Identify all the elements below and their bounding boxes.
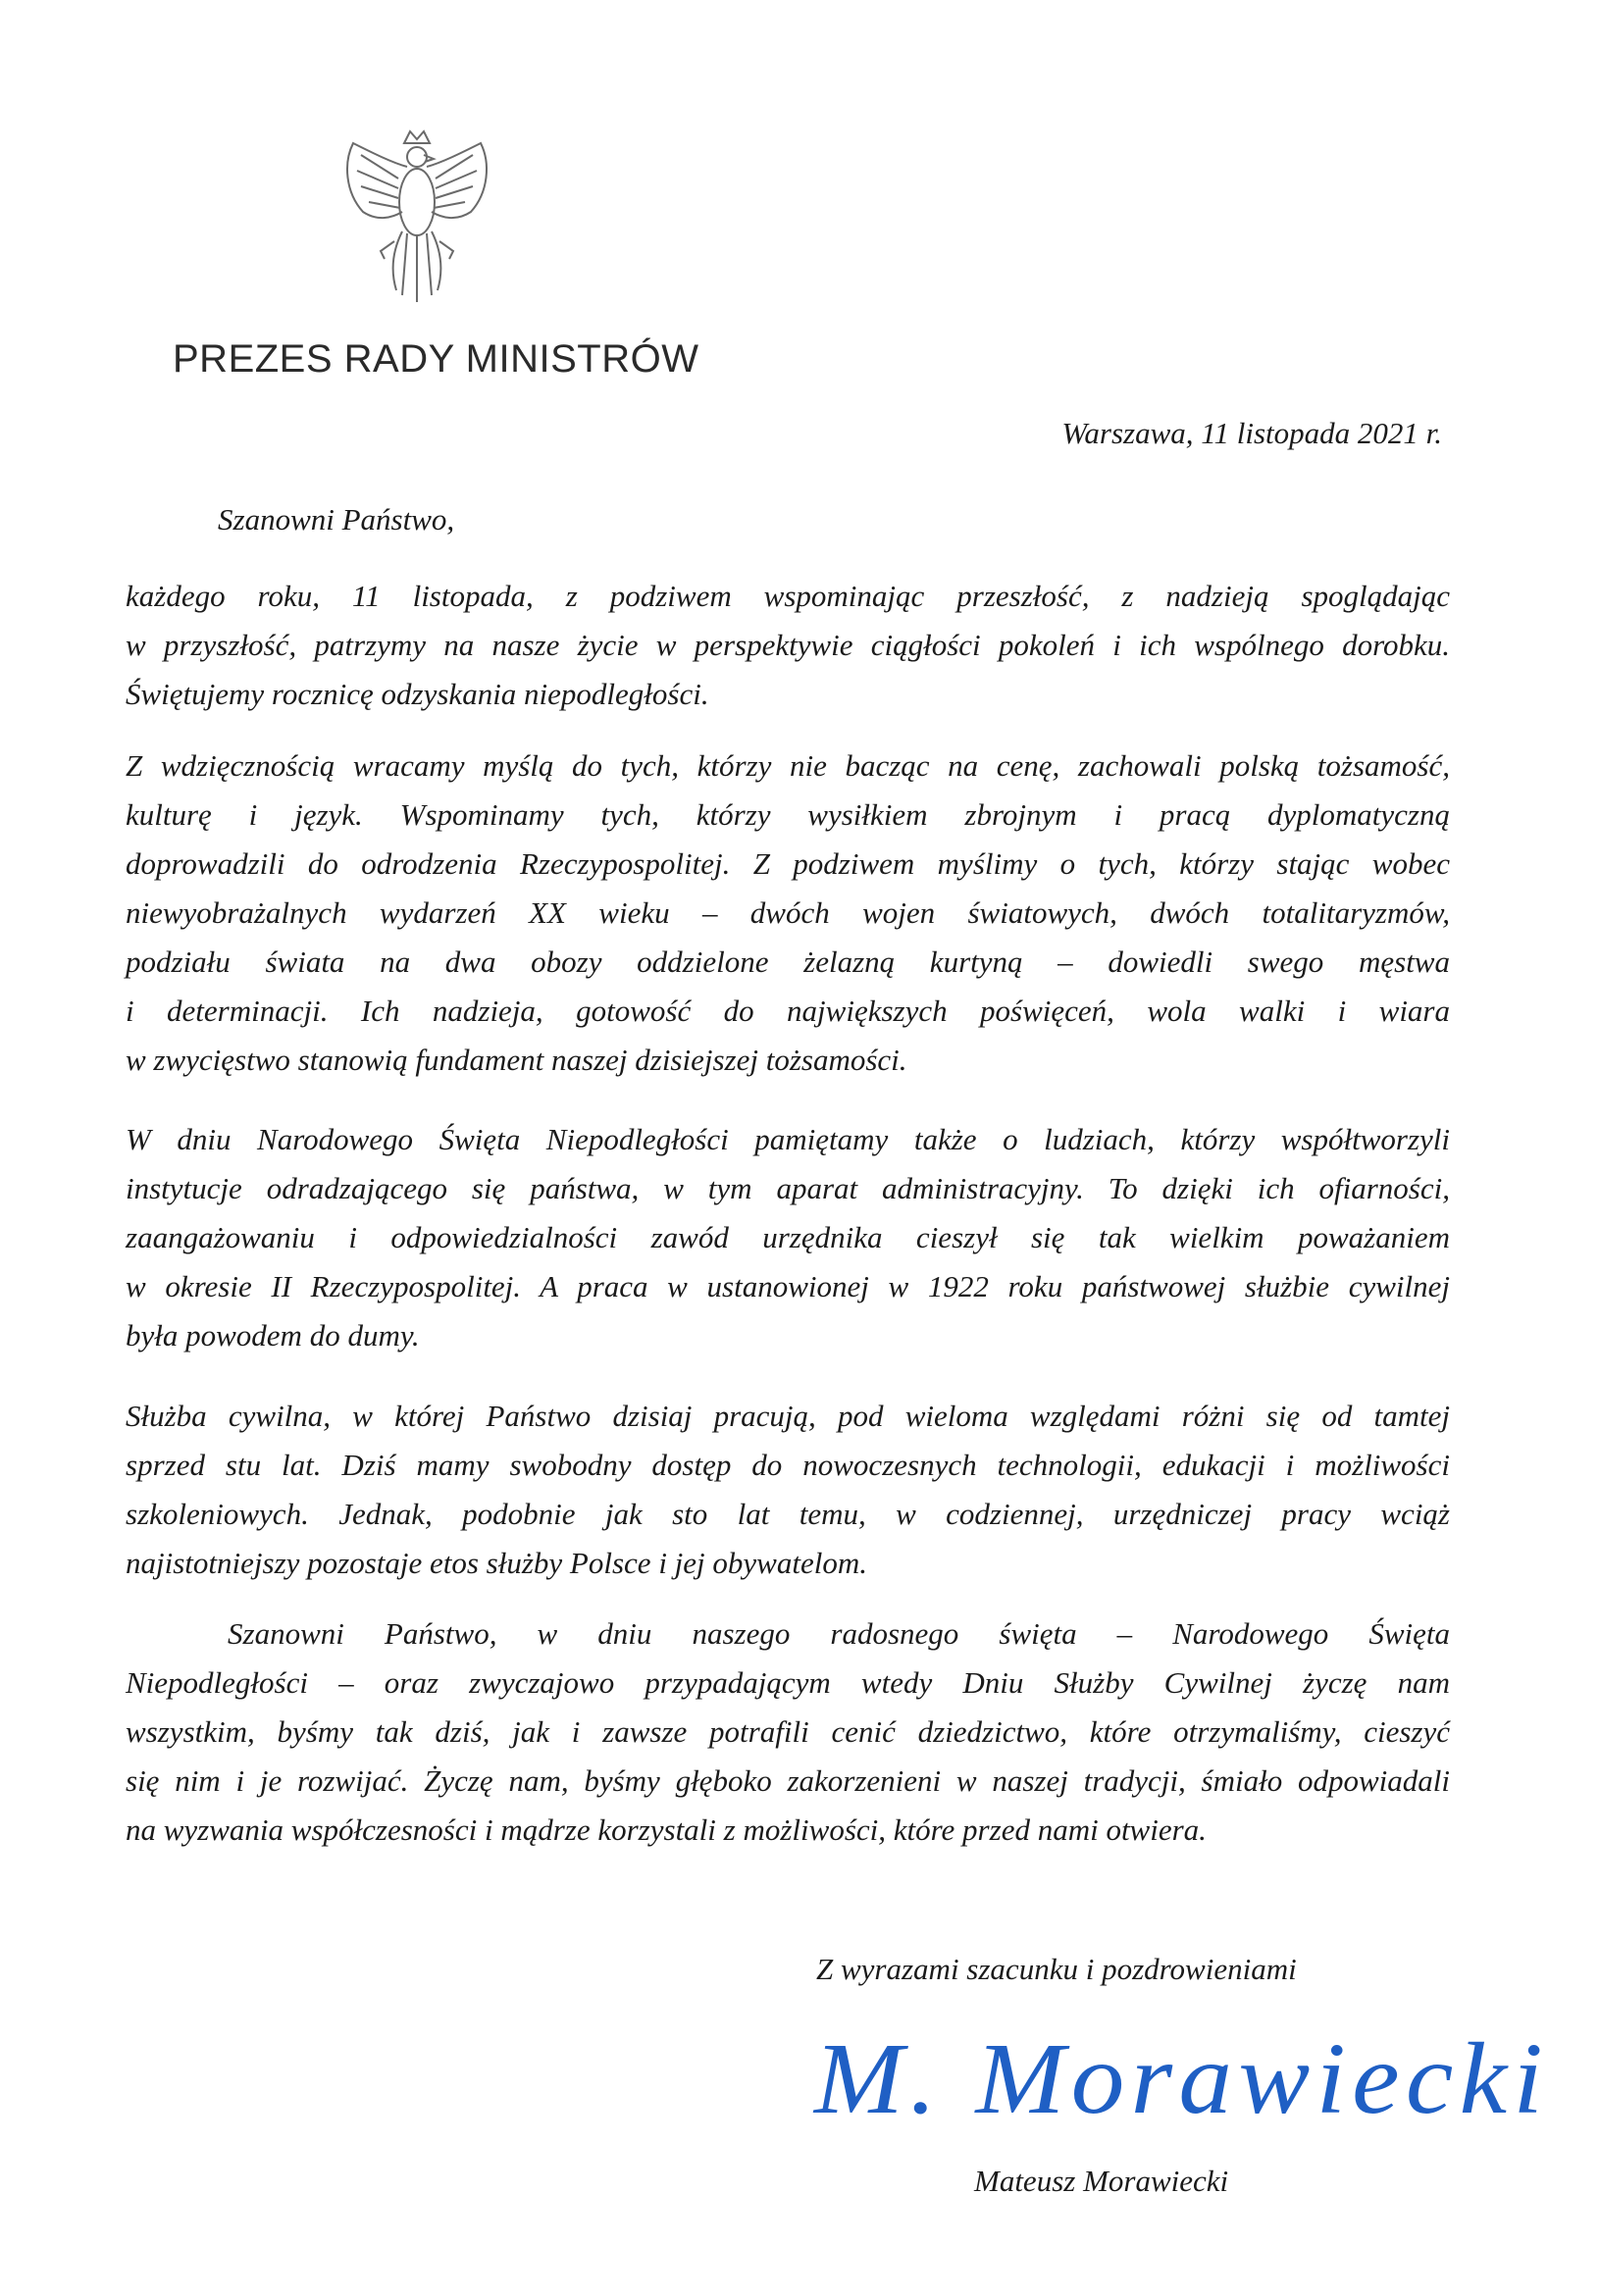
text-line: w przyszłość, patrzymy na nasze życie w perspektywie ciągłości pokoleń i ich wspólnego dorobku. xyxy=(126,628,1450,662)
text-line: na wyzwania współczesności i mądrze korzystali z możliwości, które przed nami otwiera. xyxy=(126,1812,1207,1847)
text-line: i determinacji. Ich nadzieja, gotowość do największych poświęceń, wola walki i wiara xyxy=(126,994,1450,1028)
text-line: Służba cywilna, w której Państwo dzisiaj pracują, pod wieloma względami różni się od tamtej xyxy=(126,1399,1450,1433)
text-line: Świętujemy rocznicę odzyskania niepodległości. xyxy=(126,677,709,711)
text-line: instytucje odradzającego się państwa, w tym aparat administracyjny. To dzięki ich ofiarności, xyxy=(126,1171,1450,1205)
handwritten-signature: M. Morawiecki xyxy=(814,2022,1550,2135)
text-line: każdego roku, 11 listopada, z podziwem wspominając przeszłość, z nadzieją spoglądając xyxy=(126,579,1450,613)
text-line: doprowadzili do odrodzenia Rzeczypospolitej. Z podziwem myślimy o tych, którzy stając wobec xyxy=(126,846,1450,881)
text-line: Szanowni Państwo, w dniu naszego radosnego święta – Narodowego Święta xyxy=(228,1616,1450,1651)
polish-eagle-emblem-icon xyxy=(334,124,500,308)
paragraph xyxy=(126,572,1450,719)
text-line: W dniu Narodowego Święta Niepodległości pamiętamy także o ludziach, którzy współtworzyli xyxy=(126,1122,1450,1156)
text-line: kulturę i język. Wspominamy tych, którzy wysiłkiem zbrojnym i pracą dyplomatyczną xyxy=(126,797,1450,832)
salutation: Szanowni Państwo, xyxy=(218,502,455,536)
text-line: w okresie II Rzeczypospolitej. A praca w ustanowionej w 1922 roku państwowej służbie cywilnej xyxy=(126,1269,1450,1303)
closing: Z wyrazami szacunku i pozdrowieniami xyxy=(816,1952,1297,1986)
text-line: Niepodległości – oraz zwyczajowo przypadającym wtedy Dniu Służby Cywilnej życzę nam xyxy=(126,1665,1450,1700)
letter-date: Warszawa, 11 listopada 2021 r. xyxy=(1061,416,1442,450)
letterhead-title: PREZES RADY MINISTRÓW xyxy=(173,337,699,381)
paragraph xyxy=(126,1609,1450,1855)
text-line: zaangażowaniu i odpowiedzialności zawód urzędnika cieszył się tak wielkim poważaniem xyxy=(126,1220,1450,1254)
text-line: wszystkim, byśmy tak dziś, jak i zawsze potrafili cenić dziedzictwo, które otrzymaliśmy, cieszyć xyxy=(126,1714,1450,1749)
text-line: najistotniejszy pozostaje etos służby Polsce i jej obywatelom. xyxy=(126,1546,867,1580)
text-line: Z wdzięcznością wracamy myślą do tych, którzy nie bacząc na cenę, zachowali polską tożsamość, xyxy=(126,748,1450,783)
text-line: sprzed stu lat. Dziś mamy swobodny dostęp do nowoczesnych technologii, edukacji i możliwości xyxy=(126,1448,1450,1482)
text-line: szkoleniowych. Jednak, podobnie jak sto lat temu, w codziennej, urzędniczej pracy wciąż xyxy=(126,1497,1450,1531)
text-line: się nim i je rozwijać. Życzę nam, byśmy głęboko zakorzenieni w naszej tradycji, śmiało odpowiadali xyxy=(126,1763,1450,1798)
signatory-name: Mateusz Morawiecki xyxy=(974,2164,1229,2198)
paragraph xyxy=(126,1392,1450,1588)
text-line: była powodem do dumy. xyxy=(126,1318,420,1352)
paragraph xyxy=(126,1115,1450,1360)
text-line: niewyobrażalnych wydarzeń XX wieku – dwóch wojen światowych, dwóch totalitaryzmów, xyxy=(126,895,1450,930)
paragraph xyxy=(126,741,1450,1085)
text-line: w zwycięstwo stanowią fundament naszej dzisiejszej tożsamości. xyxy=(126,1043,907,1077)
text-line: podziału świata na dwa obozy oddzielone żelazną kurtyną – dowiedli swego męstwa xyxy=(126,944,1450,979)
